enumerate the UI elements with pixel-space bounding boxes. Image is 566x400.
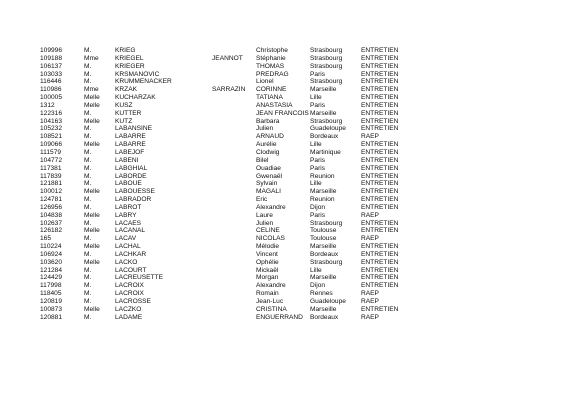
- city-cell: Lille: [310, 180, 322, 188]
- first-name-cell: PREDRAG: [256, 70, 289, 78]
- row-id-cell: 110986: [40, 86, 62, 94]
- city-cell: Paris: [310, 211, 326, 219]
- motive-cell: ENTRETIEN: [361, 148, 399, 156]
- last-name-cell: LADAME: [115, 313, 143, 321]
- last-name-cell: LABANSINE: [115, 125, 153, 133]
- last-name-cell: KRIEGEL: [115, 54, 144, 62]
- city-cell: Paris: [310, 101, 326, 109]
- last-name-cell: LABRADOR: [115, 196, 152, 204]
- city-cell: Rennes: [310, 290, 333, 298]
- last-name-cell: KRIEGER: [115, 62, 145, 70]
- table-row: [0, 110, 566, 118]
- city-cell: Guadeloupe: [310, 125, 346, 133]
- first-name-cell: Alexandre: [256, 203, 286, 211]
- last-name-cell: LACROIX: [115, 282, 144, 290]
- city-cell: Reunion: [310, 196, 335, 204]
- motive-cell: ENTRETIEN: [361, 141, 399, 149]
- city-cell: Dijon: [310, 282, 326, 290]
- motive-cell: ENTRETIEN: [361, 172, 399, 180]
- motive-cell: RAEP: [361, 298, 379, 305]
- city-cell: Strasbourg: [310, 47, 343, 54]
- table-row: [0, 212, 566, 220]
- city-cell: Marseille: [310, 86, 337, 94]
- first-name-cell: Lionel: [256, 78, 274, 86]
- first-name-cell: Bilel: [256, 156, 269, 164]
- table-row: [0, 165, 566, 173]
- first-name-cell: Julien: [256, 219, 274, 227]
- motive-cell: RAEP: [361, 290, 379, 298]
- last-name-cell: KRIEG: [115, 47, 136, 54]
- motive-cell: ENTRETIEN: [361, 274, 399, 282]
- civility-cell: Melle: [84, 227, 100, 235]
- motive-cell: ENTRETIEN: [361, 203, 399, 211]
- city-cell: Reunion: [310, 172, 335, 180]
- civility-cell: Mme: [84, 54, 99, 62]
- last-name-cell: LABARRE: [115, 133, 146, 141]
- first-name-cell: ENGUERRAND: [256, 313, 303, 321]
- row-id-cell: 108521: [40, 133, 63, 141]
- last-name-cell: KUTTER: [115, 109, 142, 117]
- table-row: [0, 267, 566, 275]
- motive-cell: ENTRETIEN: [361, 109, 399, 117]
- civility-cell: M.: [84, 298, 92, 305]
- last-name-cell: KUTZ: [115, 117, 133, 125]
- first-name-cell: Alexandre: [256, 282, 286, 290]
- row-id-cell: 117839: [40, 172, 62, 180]
- civility-cell: Melle: [84, 188, 100, 196]
- civility-cell: M.: [84, 148, 92, 156]
- motive-cell: ENTRETIEN: [361, 86, 399, 94]
- table-row: [0, 118, 566, 126]
- city-cell: Lille: [310, 266, 322, 274]
- row-id-cell: 100873: [40, 305, 63, 313]
- row-id-cell: 109066: [40, 141, 63, 149]
- city-cell: Paris: [310, 156, 326, 164]
- row-id-cell: 100005: [40, 94, 63, 102]
- civility-cell: Melle: [84, 211, 100, 219]
- motive-cell: RAEP: [361, 313, 379, 321]
- motive-cell: ENTRETIEN: [361, 101, 399, 109]
- table-row: [0, 94, 566, 102]
- civility-cell: M.: [84, 196, 92, 204]
- motive-cell: ENTRETIEN: [361, 47, 399, 54]
- civility-cell: M.: [84, 62, 92, 70]
- table-row: [0, 243, 566, 251]
- last-name-cell: LABOUE: [115, 180, 142, 188]
- motive-cell: ENTRETIEN: [361, 266, 399, 274]
- table-row: [0, 314, 566, 322]
- first-name-cell: Vincent: [256, 250, 278, 258]
- table-row: [0, 149, 566, 157]
- first-name-cell: Ophélie: [256, 258, 279, 266]
- last-name-cell: KUCHARZAK: [115, 94, 156, 102]
- city-cell: Marseille: [310, 243, 337, 251]
- civility-cell: M.: [84, 250, 92, 258]
- first-name-cell: TATIANA: [256, 94, 283, 102]
- row-id-cell: 118405: [40, 290, 62, 298]
- motive-cell: ENTRETIEN: [361, 78, 399, 86]
- city-cell: Strasbourg: [310, 54, 343, 62]
- first-name-cell: CRISTINA: [256, 305, 287, 313]
- city-cell: Marseille: [310, 305, 337, 313]
- motive-cell: ENTRETIEN: [361, 227, 399, 235]
- civility-cell: M.: [84, 219, 92, 227]
- table-row: [0, 78, 566, 86]
- last-name-cell: LABOUESSE: [115, 188, 155, 196]
- table-row: [0, 220, 566, 228]
- civility-cell: M.: [84, 290, 92, 298]
- civility-cell: Melle: [84, 243, 100, 251]
- last-name-cell: KRZAK: [115, 86, 137, 94]
- city-cell: Paris: [310, 164, 326, 172]
- first-name-cell: CELINE: [256, 227, 280, 235]
- civility-cell: Melle: [84, 117, 100, 125]
- city-cell: Marseille: [310, 109, 337, 117]
- last-name-cell: LABARRE: [115, 141, 146, 149]
- motive-cell: ENTRETIEN: [361, 180, 399, 188]
- city-cell: Paris: [310, 70, 326, 78]
- city-cell: Bordeaux: [310, 313, 339, 321]
- city-cell: Strasbourg: [310, 62, 343, 70]
- row-id-cell: 117998: [40, 282, 62, 290]
- civility-cell: M.: [84, 172, 92, 180]
- civility-cell: M.: [84, 313, 92, 321]
- motive-cell: ENTRETIEN: [361, 258, 399, 266]
- last-name-cell: KRUMMENACKER: [115, 78, 172, 86]
- table-row: [0, 196, 566, 204]
- motive-cell: ENTRETIEN: [361, 54, 399, 62]
- civility-cell: M.: [84, 70, 92, 78]
- city-cell: Strasbourg: [310, 258, 343, 266]
- first-name-cell: Christophe: [256, 47, 288, 54]
- row-id-cell: 124781: [40, 196, 63, 204]
- row-id-cell: 120819: [40, 298, 63, 305]
- table-row: [0, 86, 566, 94]
- first-name-cell: JEAN FRANCOIS: [256, 109, 309, 117]
- table-row: [0, 204, 566, 212]
- motive-cell: ENTRETIEN: [361, 117, 399, 125]
- civility-cell: Melle: [84, 258, 100, 266]
- city-cell: Toulouse: [310, 227, 337, 235]
- first-name-cell: Sylvain: [256, 180, 278, 188]
- last-name-cell: LABROT: [115, 203, 142, 211]
- row-id-cell: 109188: [40, 54, 63, 62]
- table-row: [0, 251, 566, 259]
- row-id-cell: 109996: [40, 47, 63, 54]
- first-name-cell: Romain: [256, 290, 279, 298]
- motive-cell: ENTRETIEN: [361, 156, 399, 164]
- city-cell: Marseille: [310, 188, 337, 196]
- city-cell: Martinique: [310, 148, 341, 156]
- motive-cell: ENTRETIEN: [361, 305, 399, 313]
- motive-cell: RAEP: [361, 235, 379, 243]
- table-row: [0, 141, 566, 149]
- city-cell: Bordeaux: [310, 133, 339, 141]
- first-name-cell: MAGALI: [256, 188, 281, 196]
- civility-cell: M.: [84, 235, 92, 243]
- civility-cell: Melle: [84, 141, 100, 149]
- motive-cell: ENTRETIEN: [361, 196, 399, 204]
- last-name-cell: LACKO: [115, 258, 138, 266]
- row-id-cell: 117381: [40, 164, 62, 172]
- civility-cell: M.: [84, 47, 92, 54]
- table-row: [0, 290, 566, 298]
- city-cell: Lille: [310, 141, 322, 149]
- row-id-cell: 106924: [40, 250, 63, 258]
- city-cell: Strasbourg: [310, 219, 343, 227]
- last-name-cell: LACANAL: [115, 227, 146, 235]
- last-name-cell: LACHAL: [115, 243, 141, 251]
- row-id-cell: 126182: [40, 227, 63, 235]
- table-row: [0, 274, 566, 282]
- candidate-table: [0, 47, 566, 322]
- table-row: [0, 63, 566, 71]
- city-cell: Toulouse: [310, 235, 337, 243]
- row-id-cell: 122316: [40, 109, 63, 117]
- civility-cell: M.: [84, 274, 92, 282]
- civility-cell: M.: [84, 109, 92, 117]
- city-cell: Bordeaux: [310, 250, 339, 258]
- city-cell: Strasbourg: [310, 117, 343, 125]
- motive-cell: ENTRETIEN: [361, 70, 399, 78]
- last-name-cell: LACOURT: [115, 266, 147, 274]
- motive-cell: ENTRETIEN: [361, 282, 399, 290]
- last-name-cell: LACHKAR: [115, 250, 147, 258]
- last-name-cell: LACREUSETTE: [115, 274, 163, 282]
- first-name-cell: ANASTASIA: [256, 101, 293, 109]
- table-row: [0, 102, 566, 110]
- city-cell: Strasbourg: [310, 78, 343, 86]
- row-id-cell: 1312: [40, 101, 55, 109]
- last-name-cell: LACROSSE: [115, 298, 151, 305]
- motive-cell: ENTRETIEN: [361, 94, 399, 102]
- table-row: [0, 235, 566, 243]
- last-name-cell: LACAV: [115, 235, 137, 243]
- row-id-cell: 165: [40, 235, 52, 243]
- first-name-cell: Clodwig: [256, 148, 280, 156]
- civility-cell: M.: [84, 266, 92, 274]
- first-name-cell: ARNAUD: [256, 133, 284, 141]
- table-row: [0, 298, 566, 306]
- civility-cell: M.: [84, 164, 92, 172]
- civility-cell: Melle: [84, 305, 100, 313]
- first-name-cell: Eric: [256, 196, 268, 204]
- last-name-cell: LABENI: [115, 156, 139, 164]
- motive-cell: ENTRETIEN: [361, 250, 399, 258]
- civility-cell: M.: [84, 203, 92, 211]
- civility-cell: M.: [84, 78, 92, 86]
- last-name-cell: LABEJOF: [115, 148, 145, 156]
- table-row: [0, 306, 566, 314]
- table-row: [0, 227, 566, 235]
- city-cell: Dijon: [310, 203, 326, 211]
- first-name-cell: Stéphanie: [256, 54, 286, 62]
- last-name-cell: KRSMANOVIC: [115, 70, 160, 78]
- table-row: [0, 173, 566, 181]
- motive-cell: ENTRETIEN: [361, 62, 399, 70]
- row-id-cell: 104772: [40, 156, 63, 164]
- civility-cell: M.: [84, 133, 92, 141]
- first-name-cell: THOMAS: [256, 62, 285, 70]
- motive-cell: RAEP: [361, 211, 379, 219]
- table-row: [0, 133, 566, 141]
- last-name-cell: LACAES: [115, 219, 142, 227]
- row-id-cell: 111579: [40, 148, 62, 156]
- last-name-cell: KUSZ: [115, 101, 133, 109]
- motive-cell: ENTRETIEN: [361, 164, 399, 172]
- last-name-cell: LACZKO: [115, 305, 142, 313]
- table-row: [0, 188, 566, 196]
- first-name-cell: Morgan: [256, 274, 279, 282]
- table-row: [0, 71, 566, 79]
- civility-cell: M.: [84, 156, 92, 164]
- first-name-cell: Jean-Luc: [256, 298, 284, 305]
- civility-cell: M.: [84, 282, 92, 290]
- city-cell: Lille: [310, 94, 322, 102]
- last-name-cell: LACROIX: [115, 290, 144, 298]
- row-id-cell: 100012: [40, 188, 63, 196]
- table-row: [0, 282, 566, 290]
- civility-cell: Melle: [84, 94, 100, 102]
- table-row: [0, 55, 566, 63]
- row-id-cell: 105232: [40, 125, 63, 133]
- motive-cell: ENTRETIEN: [361, 188, 399, 196]
- motive-cell: ENTRETIEN: [361, 219, 399, 227]
- city-cell: Marseille: [310, 274, 337, 282]
- row-id-cell: 104838: [40, 211, 63, 219]
- first-name-cell: CORINNE: [256, 86, 287, 94]
- first-name-cell: Barbara: [256, 117, 280, 125]
- civility-cell: Melle: [84, 101, 100, 109]
- last-name-cell: LABGHIAL: [115, 164, 148, 172]
- first-name-cell: NICOLAS: [256, 235, 285, 243]
- table-row: [0, 47, 566, 55]
- first-name-cell: Gwenaël: [256, 172, 283, 180]
- first-name-cell: Mélodie: [256, 243, 280, 251]
- motive-cell: ENTRETIEN: [361, 125, 399, 133]
- first-name-cell: Ouadiae: [256, 164, 281, 172]
- table-row: [0, 157, 566, 165]
- row-id-cell: 110224: [40, 243, 62, 251]
- city-cell: Guadeloupe: [310, 298, 346, 305]
- row-id-cell: 121881: [40, 180, 63, 188]
- row-id-cell: 104163: [40, 117, 63, 125]
- row-id-cell: 102637: [40, 219, 63, 227]
- row-id-cell: 126956: [40, 203, 63, 211]
- civility-cell: M.: [84, 180, 92, 188]
- civility-cell: Mme: [84, 86, 99, 94]
- first-name-cell: Aurélie: [256, 141, 277, 149]
- civility-cell: M.: [84, 125, 92, 133]
- last-name-cell: LABRY: [115, 211, 137, 219]
- last-name-cell: LABORDE: [115, 172, 147, 180]
- first-name-cell: Julien: [256, 125, 274, 133]
- motive-cell: RAEP: [361, 133, 379, 141]
- first-name-cell: Mickaël: [256, 266, 279, 274]
- first-name-cell: Laure: [256, 211, 273, 219]
- row-id-cell: 116446: [40, 78, 62, 86]
- table-row: [0, 125, 566, 133]
- second-last-name-cell: JEANNOT: [212, 54, 243, 62]
- row-id-cell: 124429: [40, 274, 63, 282]
- table-row: [0, 180, 566, 188]
- row-id-cell: 121284: [40, 266, 63, 274]
- row-id-cell: 106137: [40, 62, 63, 70]
- table-row: [0, 259, 566, 267]
- row-id-cell: 103033: [40, 70, 63, 78]
- second-last-name-cell: SARRAZIN: [212, 86, 246, 94]
- motive-cell: ENTRETIEN: [361, 243, 399, 251]
- row-id-cell: 103620: [40, 258, 63, 266]
- row-id-cell: 120881: [40, 313, 63, 321]
